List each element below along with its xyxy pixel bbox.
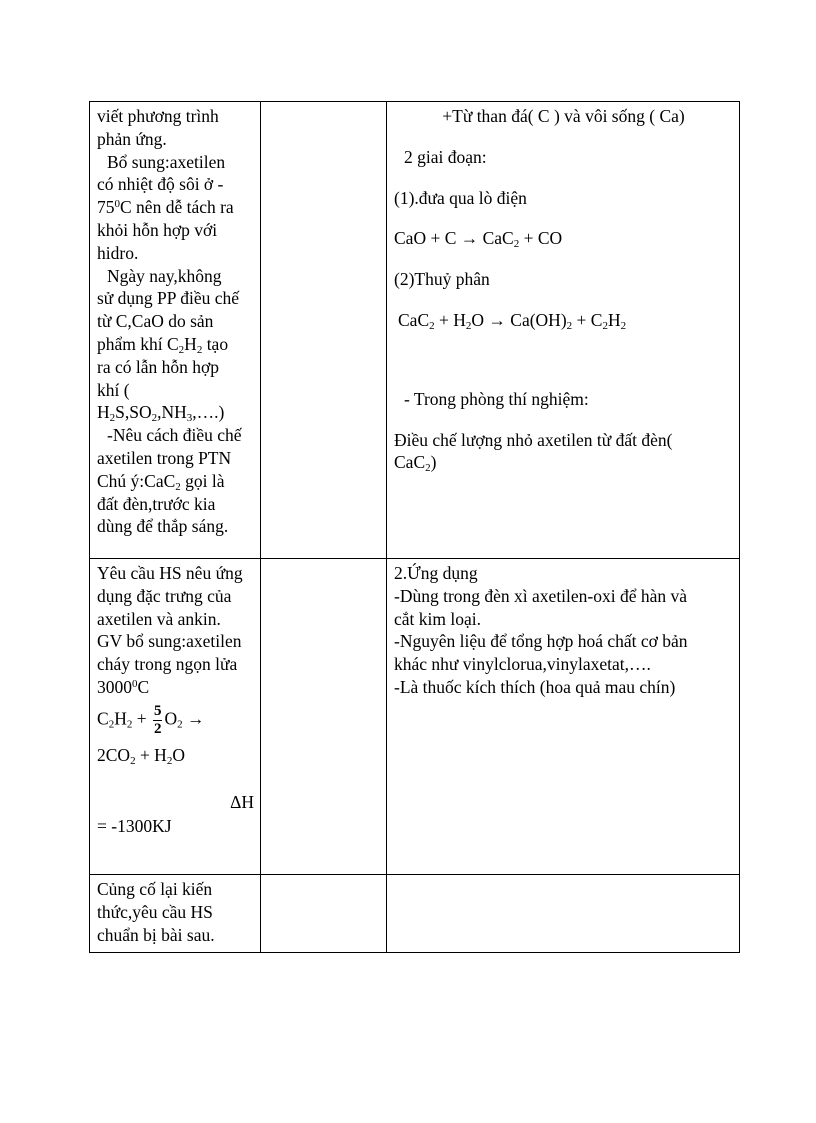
text-line: Củng cố lại kiến: [97, 879, 213, 899]
text-line: hidro.: [97, 242, 139, 263]
text-line: khác như vinylclorua,vinylaxetat,….: [394, 654, 651, 675]
lesson-content-cell: [387, 559, 740, 875]
text-line: sử dụng PP điều chế: [97, 288, 240, 309]
text-line: Chú ý:CaC$_2$ gọi là: [97, 470, 225, 493]
text-line: - Trong phòng thí nghiệm:: [404, 388, 589, 409]
text-line: -Là thuốc kích thích (hoa quả mau chín): [394, 676, 676, 697]
text-line: Yêu cầu HS nêu ứng: [97, 563, 243, 583]
text-line: $75^0C$ nên dễ tách ra: [97, 197, 234, 218]
text-line: Điều chế lượng nhỏ axetilen từ đất đèn(: [394, 429, 673, 450]
empty-cell: [261, 875, 387, 953]
text-line: (2)Thuỷ phân: [394, 269, 490, 290]
text-line: chuẩn bị bài sau.: [97, 924, 215, 945]
text-line: thức,yêu cầu HS: [97, 901, 213, 922]
text-line: cháy trong ngọn lửa: [97, 654, 238, 675]
lesson-content-cell: [387, 102, 740, 559]
text-line: có nhiệt độ sôi ở -: [97, 174, 224, 195]
table-row: [90, 875, 740, 953]
combustion-equation: $C_2H_2$ + $\frac{5}{2}$ $O_2$ →: [97, 702, 205, 737]
text-line: cắt kim loại.: [394, 608, 481, 629]
text-line: phản ứng.: [97, 128, 167, 149]
text-line: từ C,CaO do sản: [97, 311, 214, 332]
empty-cell: [387, 875, 740, 953]
text-line: -Nêu cách điều chế: [107, 425, 242, 446]
teacher-activity-cell: [90, 875, 261, 953]
table-row: [90, 559, 740, 875]
text-line: ra có lẫn hỗn hợp: [97, 356, 219, 377]
text-line: đất đèn,trước kia: [97, 493, 216, 514]
text-line: 2 giai đoạn:: [404, 146, 487, 167]
text-line: axetilen trong PTN: [97, 447, 232, 468]
equation: CaO + C → CaC$_2$ + CO: [394, 228, 563, 251]
text-line: Ngày nay,không: [107, 265, 222, 286]
text-line: GV bổ sung:axetilen: [97, 631, 242, 652]
text-line: khỏi hỗn hợp với: [97, 219, 218, 240]
equation: $2CO_2 + H_2O$: [97, 744, 185, 767]
empty-cell: [261, 559, 387, 875]
teacher-activity-cell: [90, 559, 261, 875]
table-row: [90, 102, 740, 559]
text-line: -Dùng trong đèn xì axetilen-oxi để hàn và: [394, 585, 688, 606]
enthalpy-label: ΔH: [230, 791, 254, 812]
enthalpy-value: = -1300KJ: [97, 816, 172, 837]
text-line: CaC$_2$): [394, 452, 437, 475]
equation: $CaC_2 + H_2O \to Ca(OH)_2 + C_2H_2$: [398, 309, 627, 332]
section-heading: 2.Ứng dụng: [394, 563, 478, 583]
text-line: (1).đưa qua lò điện: [394, 187, 527, 208]
teacher-activity-cell: [90, 102, 261, 559]
text-line: viết phương trình: [97, 106, 219, 126]
text-line: 3000$^0$C: [97, 676, 150, 697]
text-line: phẩm khí $C_2H_2$ tạo: [97, 333, 229, 356]
text-line: dùng để thắp sáng.: [97, 516, 229, 537]
text-line: -Nguyên liệu để tổng hợp hoá chất cơ bản: [394, 631, 688, 652]
empty-cell: [261, 102, 387, 559]
fraction: $\frac{5}{2}$: [153, 702, 162, 737]
text-line: khí (: [97, 379, 130, 400]
text-line: dụng đặc trưng của: [97, 585, 232, 606]
text-line: Bổ sung:axetilen: [107, 151, 226, 172]
text-line: axetilen và ankin.: [97, 608, 221, 629]
lesson-table: [89, 101, 740, 953]
text-line: $H_2S,SO_2,NH_3,\dots$.): [97, 402, 225, 425]
text-line: +Từ than đá( C ) và vôi sống ( Ca): [442, 106, 685, 126]
